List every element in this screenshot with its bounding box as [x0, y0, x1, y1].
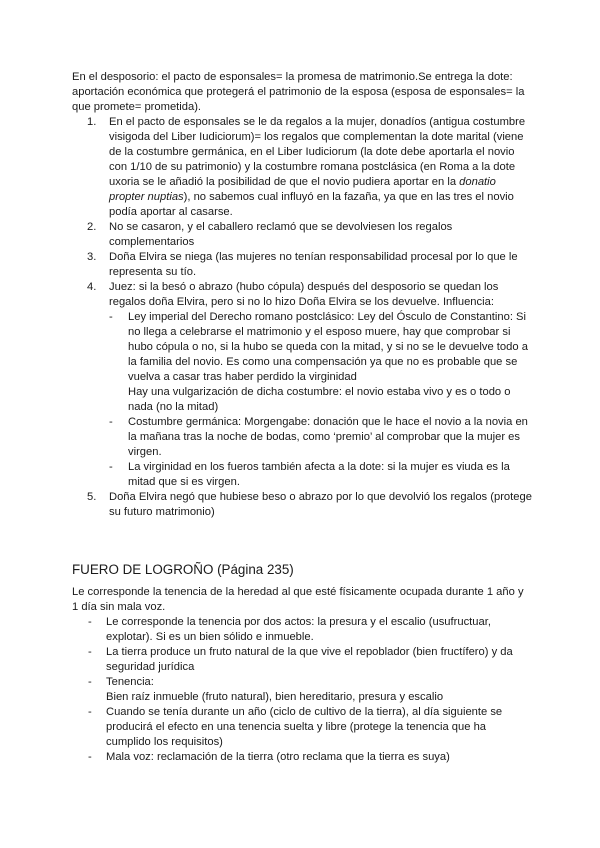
list-number: 5. — [87, 491, 97, 503]
list-number: 4. — [87, 281, 97, 293]
dash-bullet: - — [88, 676, 92, 688]
sublist-item — [109, 415, 532, 460]
list-number: 2. — [87, 221, 97, 233]
section-heading: FUERO DE LOGROÑO (Página 235) — [72, 562, 294, 577]
list-item-text: En el pacto de esponsales se le da regalos a la mujer, donadíos (antigua costumbre visigoda del Liber Iudiciorum)= los regalos que complementan la dote marital (viene de la costumbre germánica, en el Liber Iudiciorum (la dote debe aportarla el novio con 1/10 de su patrimonio) y la costumbre romana postclásica (en Roma a la dote uxoria se le añadió la posibilidad de que el novio pudiera aportar en la — [109, 116, 526, 188]
bullet-item — [72, 675, 532, 705]
list-number: 3. — [87, 251, 97, 263]
dash-bullet: - — [88, 751, 92, 763]
latin-term: donatio propter nuptias — [109, 176, 496, 203]
dash-bullet: - — [88, 706, 92, 718]
bullet-item — [72, 705, 532, 750]
list-item-4 — [72, 280, 532, 490]
bullet-item — [72, 645, 532, 675]
list-number: 1. — [87, 116, 97, 128]
bullet-text: Cuando se tenía durante un año (ciclo de cultivo de la tierra), al día siguiente se producirá el efecto en una tenencia suelta y libre (protege la tenencia que ha cumplido los requisitos) — [106, 706, 503, 748]
bullet-item — [72, 615, 532, 645]
dash-bullet: - — [88, 646, 92, 658]
list-item-text: Doña Elvira se niega (las mujeres no tenían responsabilidad procesal por lo que le representa su tío. — [109, 251, 518, 278]
dash-bullet: - — [109, 461, 113, 473]
sublist-item-text: La virginidad en los fueros también afecta a la dote: si la mujer es viuda es la mitad que si es virgen. — [128, 461, 510, 488]
sublist-item — [109, 460, 532, 490]
list-item-2 — [72, 220, 532, 250]
list-item-1 — [72, 115, 532, 220]
dash-bullet: - — [109, 311, 113, 323]
section-intro: Le corresponde la tenencia de la heredad al que esté físicamente ocupada durante 1 año y 1 día sin mala voz. — [72, 586, 524, 613]
dash-bullet: - — [88, 616, 92, 628]
list-item-3 — [72, 250, 532, 280]
list-item-text-cont: ), no sabemos cual influyó en la fazaña, ya que en las tres el novio podía aportar al casarse. — [109, 191, 514, 218]
list-item-5 — [72, 490, 532, 520]
bullet-text-2: Bien raíz inmueble (fruto natural), bien hereditario, presura y escalio — [106, 691, 444, 703]
bullet-text: Tenencia: — [106, 676, 154, 688]
sublist-item-text-2: Hay una vulgarización de dicha costumbre: el novio estaba vivo y es o todo o nada (no la mitad) — [128, 386, 511, 413]
sublist-item-text: Ley imperial del Derecho romano postclásico: Ley del Ósculo de Constantino: Si no llega a celebrarse el matrimonio y el esposo muere, hay que comprobar si hubo cópula o no, si la hubo se queda con la mitad, y si no se le devuelve todo a la familia del novio. Es como una compensación ya que no es probable que se vuelva a casar tras haber perdido la virginidad — [128, 311, 528, 383]
dash-bullet: - — [109, 416, 113, 428]
sublist-item — [109, 310, 532, 415]
list-item-text: No se casaron, y el caballero reclamó que se devolviesen los regalos complementarios — [109, 221, 453, 248]
influence-sublist — [109, 310, 532, 490]
bullet-text: Mala voz: reclamación de la tierra (otro reclama que la tierra es suya) — [106, 751, 450, 763]
bullet-text: Le corresponde la tenencia por dos actos: la presura y el escalio (usufructuar, explotar). Si es un bien sólido e inmueble. — [106, 616, 491, 643]
intro-paragraph: En el desposorio: el pacto de esponsales= la promesa de matrimonio.Se entrega la dote: aportación económica que protegerá el patrimonio de la esposa (esposa de esponsales= la que promete= prometida). — [72, 71, 525, 113]
numbered-list — [72, 115, 532, 520]
document-page — [72, 70, 532, 765]
list-item-text: Doña Elvira negó que hubiese beso o abrazo por lo que devolvió los regalos (protege su futuro matrimonio) — [109, 491, 532, 518]
list-item-text: Juez: si la besó o abrazo (hubo cópula) después del desposorio se quedan los regalos doña Elvira, pero si no lo hizo Doña Elvira se los devuelve. Influencia: — [109, 281, 499, 308]
sublist-item-text: Costumbre germánica: Morgengabe: donación que le hace el novio a la novia en la mañana tras la noche de bodas, como ‘premio’ al comprobar que la mujer es virgen. — [128, 416, 528, 458]
bullet-text: La tierra produce un fruto natural de la que vive el repoblador (bien fructífero) y da seguridad jurídica — [106, 646, 513, 673]
section-bullet-list — [72, 615, 532, 765]
bullet-item — [72, 750, 532, 765]
